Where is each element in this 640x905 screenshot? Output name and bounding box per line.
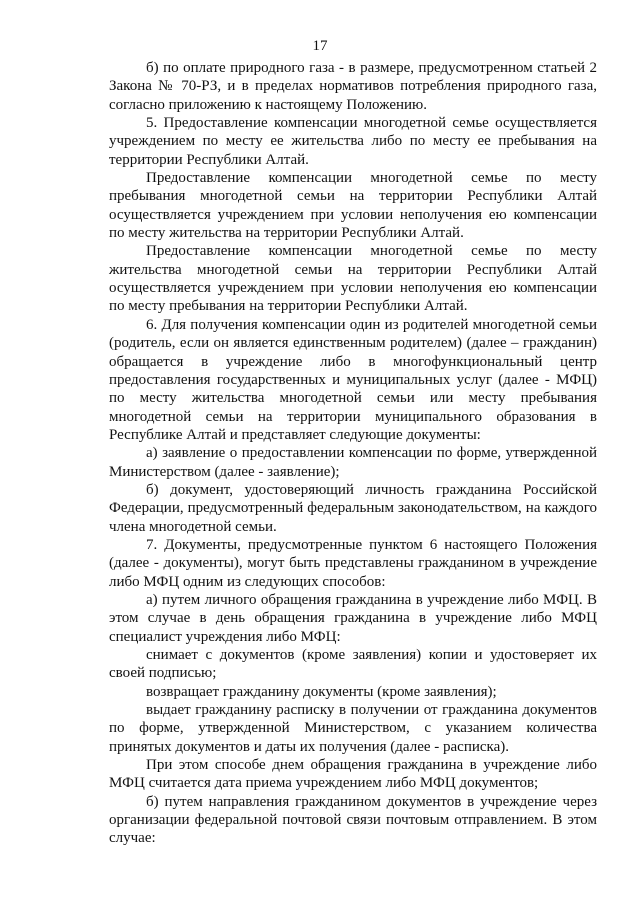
paragraph-7-b: б) путем направления гражданином документов в учреждение через организации федеральной почтовой связи почтовым отправлением. В этом случае: — [109, 793, 597, 847]
paragraph-6-b: б) документ, удостоверяющий личность гражданина Российской Федерации, предусмотренный федеральным законодательством, на каждого члена многодетной семьи. — [109, 481, 597, 535]
page-number: 17 — [312, 38, 328, 54]
paragraph-7: 7. Документы, предусмотренные пунктом 6 настоящего Положения (далее - документы), могут быть представлены гражданином в учреждение либо МФЦ одним из следующих способов: — [109, 536, 597, 590]
paragraph-7-a: а) путем личного обращения гражданина в учреждение либо МФЦ. В этом случае в день обращения гражданина в учреждение либо МФЦ специалист учреждения либо МФЦ: — [109, 591, 597, 645]
paragraph-7-a-return: возвращает гражданину документы (кроме заявления); — [146, 683, 497, 700]
paragraph-6: 6. Для получения компенсации один из родителей многодетной семьи (родитель, если он является единственным родителем) (далее – гражданин) обращается в учреждение либо в многофункциональный центр предоставления государственных и муниципальных услуг (далее - МФЦ) по месту жительства многодетной семьи или месту пребывания многодетной семьи на территории муниципального образования в Республике Алтай и представляет следующие документы: — [109, 316, 597, 443]
paragraph-7-a-copies: снимает с документов (кроме заявления) копии и удостоверяет их своей подписью; — [109, 647, 597, 682]
paragraph-7-a-date: При этом способе днем обращения гражданина в учреждение либо МФЦ считается дата приема учреждением либо МФЦ документов; — [109, 757, 597, 792]
paragraph-gas-payment: б) по оплате природного газа - в размере, предусмотренном статьей 2 Закона № 70-РЗ, и в пределах нормативов потребления природного газа, согласно приложению к настоящему Положению. — [109, 60, 597, 113]
document-body — [109, 59, 597, 848]
paragraph-7-a-receipt: выдает гражданину расписку в получении от гражданина документов по форме, утвержденной Министерством, с указанием количества принятых документов и даты их получения (далее - расписка). — [109, 702, 597, 755]
paragraph-5: 5. Предоставление компенсации многодетной семье осуществляется учреждением по месту ее жительства либо по месту ее пребывания на территории Республики Алтай. — [109, 115, 597, 168]
paragraph-5-stay: Предоставление компенсации многодетной семье по месту пребывания многодетной семьи на территории Республики Алтай осуществляется учреждением при условии неполучения ею компенсации по месту жительства на территории Республики Алтай. — [109, 170, 597, 242]
paragraph-5-residence: Предоставление компенсации многодетной семье по месту жительства многодетной семьи на территории Республики Алтай осуществляется учреждением при условии неполучения ею компенсации по месту пребывания на территории Республики Алтай. — [109, 243, 597, 315]
paragraph-6-a: а) заявление о предоставлении компенсации по форме, утвержденной Министерством (далее - заявление); — [109, 445, 597, 480]
